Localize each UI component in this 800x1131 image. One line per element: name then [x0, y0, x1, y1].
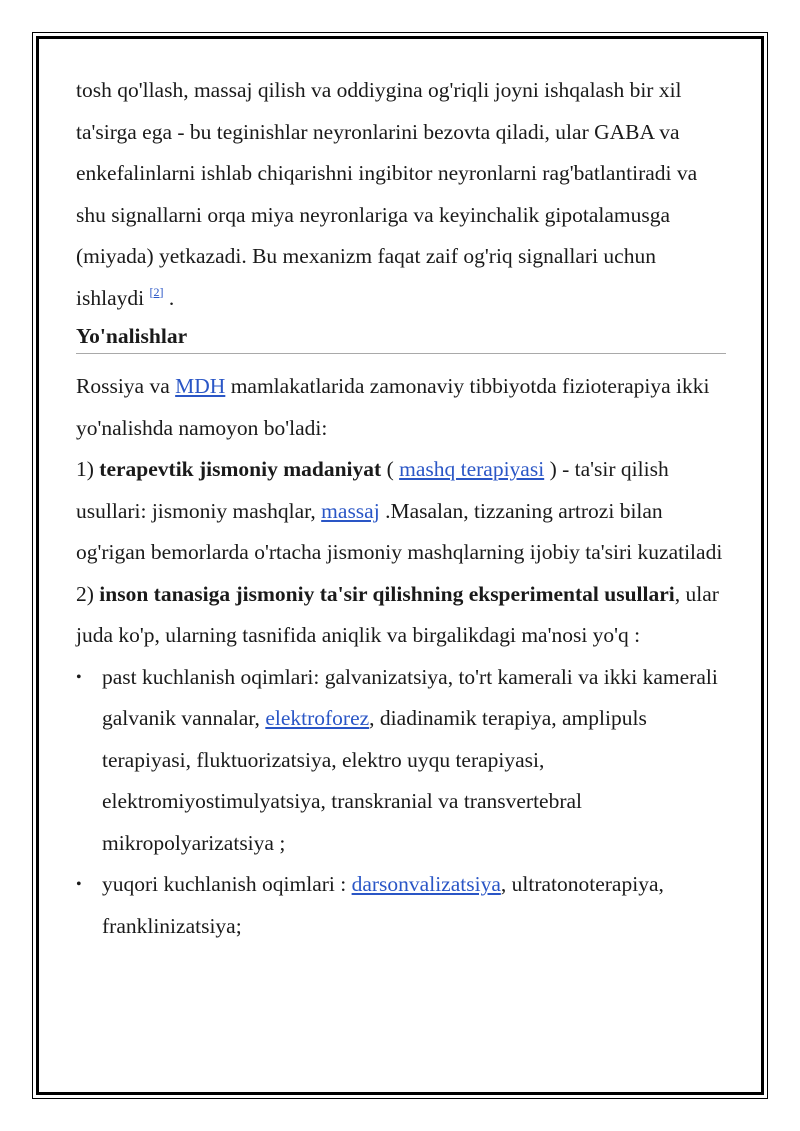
paragraph-mechanism-end: . [163, 285, 175, 310]
massage-link[interactable]: massaj [321, 498, 380, 523]
bullet-2-text-after: , ultratonoterapiya, franklinizatsiya; [102, 872, 664, 938]
document-body [76, 70, 726, 947]
citation-link[interactable]: [2] [149, 284, 164, 299]
mdh-link[interactable]: MDH [175, 374, 226, 398]
item-2-text-after: , ular juda ko'p, ularning tasnifida aniqlik va birgalikdagi ma'nosi yo'q : [76, 581, 719, 647]
exercise-therapy-link[interactable]: mashq terapiyasi [399, 457, 545, 481]
item-1-text-after: .Masalan, tizzaning artrozi bilan og'rigan bemorlarda o'rtacha jismoniy mashqlarning ijobiy ta'siri kuzatiladi [76, 498, 723, 564]
numbered-item-2 [76, 574, 726, 657]
item-1-paren-open: ( [381, 457, 400, 481]
item-1-bold-term: terapevtik jismoniy madaniyat [99, 457, 382, 481]
numbered-item-1 [76, 449, 726, 574]
bullet-1-text-after: , diadinamik terapiya, amplipuls terapiyasi, fluktuorizatsiya, elektro uyqu terapiyasi, elektromiyostimulyatsiya, transkranial va transvertebral mikropolyarizatsiya ; [102, 706, 647, 855]
item-1-text-mid: ) - ta'sir qilish usullari: jismoniy mashqlar, [76, 457, 669, 523]
bullet-2-text-before: yuqori kuchlanish oqimlari : [102, 872, 352, 896]
list-item [76, 657, 726, 865]
bullet-marker: • [76, 876, 82, 893]
section-heading: Yo'nalishlar [76, 319, 726, 354]
item-1-number: 1) [76, 457, 100, 481]
paragraph-intro [76, 366, 726, 449]
bullet-list [76, 657, 726, 948]
bullet-marker: • [76, 668, 82, 686]
paragraph-mechanism-text: tosh qo'llash, massaj qilish va oddiygina og'riqli joyni ishqalash bir xil ta'sirga ega - bu teginishlar neyronlarini bezovta qiladi, ular GABA va enkefalinlarni ishlab chiqarishni ingibitor neyronlarni rag'batlantiradi va shu signallarni orqa miya neyronlariga va keyinchalik gipotalamusga (miyada) yetkazadi. Bu mexanizm faqat zaif og'riq signallari uchun ishlaydi [76, 78, 698, 310]
electrophoresis-link[interactable]: elektroforez [265, 706, 370, 730]
intro-text-before: Rossiya va [76, 374, 176, 398]
item-2-bold-term: inson tanasiga jismoniy ta'sir qilishning eksperimental usullari [99, 581, 675, 606]
bullet-1-text-before: past kuchlanish oqimlari: galvanizatsiya, to'rt kamerali va ikki kamerali galvanik vannalar, [102, 664, 718, 730]
list-item [76, 864, 726, 947]
darsonvalization-link[interactable]: darsonvalizatsiya [351, 872, 501, 896]
item-2-number: 2) [76, 581, 100, 606]
intro-text-after: mamlakatlarida zamonaviy tibbiyotda fizioterapiya ikki yo'nalishda namoyon bo'ladi: [76, 374, 710, 440]
paragraph-mechanism [76, 70, 726, 319]
